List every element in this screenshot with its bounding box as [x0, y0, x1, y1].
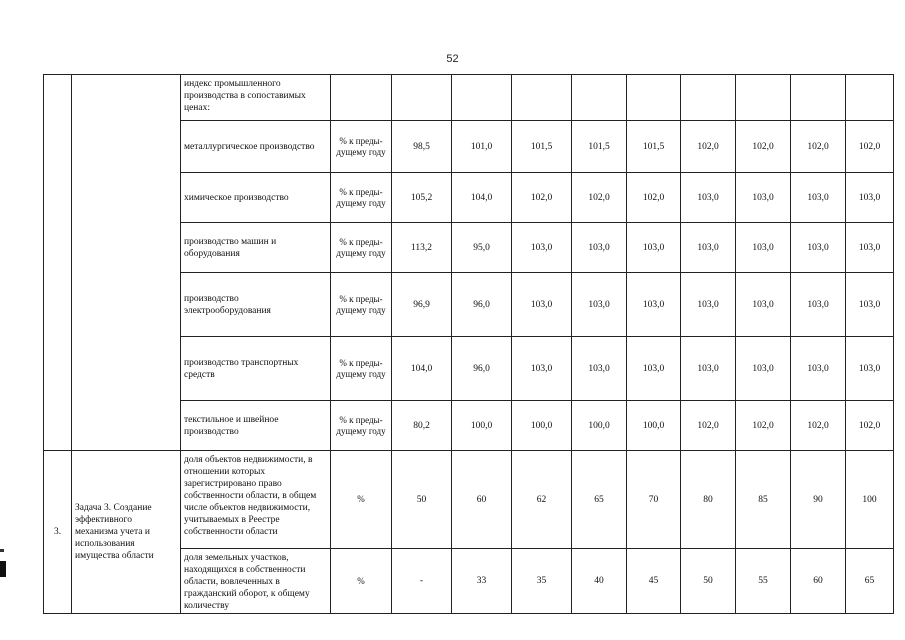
value-cell: 103,0 — [846, 223, 894, 273]
value-cell: 50 — [681, 549, 736, 614]
scan-mark — [0, 561, 6, 577]
value-cell: 45 — [627, 549, 681, 614]
table-row — [44, 451, 894, 549]
row-number-cell: 3. — [44, 451, 72, 614]
value-cell: 104,0 — [452, 173, 512, 223]
value-cell: 103,0 — [736, 337, 791, 401]
value-cell — [791, 75, 846, 121]
value-cell: 103,0 — [572, 337, 627, 401]
value-cell: 103,0 — [681, 273, 736, 337]
value-cell: 103,0 — [791, 337, 846, 401]
value-cell: 102,0 — [681, 121, 736, 173]
value-cell: 103,0 — [736, 173, 791, 223]
value-cell: 80,2 — [392, 401, 452, 451]
value-cell: 100,0 — [627, 401, 681, 451]
value-cell: 103,0 — [791, 273, 846, 337]
value-cell: 96,0 — [452, 337, 512, 401]
value-cell: 105,2 — [392, 173, 452, 223]
indicator-cell: доля земельных участков, находящихся в собственности области, вовлеченных в гражданский оборот, к общему количеству — [181, 549, 331, 614]
value-cell: 100,0 — [572, 401, 627, 451]
row-number-cell — [44, 75, 72, 451]
value-cell: 95,0 — [452, 223, 512, 273]
value-cell: 60 — [452, 451, 512, 549]
value-cell: 98,5 — [392, 121, 452, 173]
value-cell: 80 — [681, 451, 736, 549]
value-cell: 103,0 — [627, 273, 681, 337]
indicator-cell: текстильное и швейное производство — [181, 401, 331, 451]
value-cell: 102,0 — [846, 121, 894, 173]
value-cell: 103,0 — [681, 173, 736, 223]
indicator-cell: производство транспортных средств — [181, 337, 331, 401]
indicator-cell: производство машин и оборудования — [181, 223, 331, 273]
value-cell: 102,0 — [791, 401, 846, 451]
value-cell: 40 — [572, 549, 627, 614]
value-cell: 103,0 — [846, 337, 894, 401]
value-cell — [736, 75, 791, 121]
value-cell: 55 — [736, 549, 791, 614]
value-cell: 101,5 — [512, 121, 572, 173]
value-cell: 102,0 — [736, 121, 791, 173]
value-cell: 70 — [627, 451, 681, 549]
value-cell: 103,0 — [846, 173, 894, 223]
value-cell: 62 — [512, 451, 572, 549]
value-cell: 113,2 — [392, 223, 452, 273]
unit-cell: % — [331, 549, 392, 614]
value-cell: 101,5 — [627, 121, 681, 173]
value-cell: 103,0 — [572, 223, 627, 273]
value-cell: 65 — [572, 451, 627, 549]
value-cell: 104,0 — [392, 337, 452, 401]
unit-cell — [331, 75, 392, 121]
value-cell: 102,0 — [627, 173, 681, 223]
value-cell: 33 — [452, 549, 512, 614]
value-cell — [846, 75, 894, 121]
indicator-cell: химическое производство — [181, 173, 331, 223]
indicator-cell: доля объектов недвижимости, в отношении которых зарегистрировано право собственности области, в общем числе объектов недвижимости, учитываемых в Реестре собственности области — [181, 451, 331, 549]
value-cell: 100,0 — [512, 401, 572, 451]
value-cell: 103,0 — [627, 223, 681, 273]
value-cell: 102,0 — [681, 401, 736, 451]
value-cell: 103,0 — [512, 223, 572, 273]
value-cell: 102,0 — [512, 173, 572, 223]
unit-cell: % к преды-дущему году — [331, 223, 392, 273]
value-cell: 103,0 — [681, 223, 736, 273]
indicator-cell: металлургическое производство — [181, 121, 331, 173]
value-cell: 90 — [791, 451, 846, 549]
unit-cell: % к преды-дущему году — [331, 121, 392, 173]
value-cell: 102,0 — [791, 121, 846, 173]
value-cell: 103,0 — [512, 337, 572, 401]
indicators-table — [43, 74, 894, 614]
value-cell: 101,5 — [572, 121, 627, 173]
value-cell: 85 — [736, 451, 791, 549]
value-cell: 101,0 — [452, 121, 512, 173]
value-cell: 35 — [512, 549, 572, 614]
page-number: 52 — [446, 53, 459, 65]
value-cell: 60 — [791, 549, 846, 614]
value-cell: 102,0 — [572, 173, 627, 223]
unit-cell: % к преды-дущему году — [331, 273, 392, 337]
value-cell — [392, 75, 452, 121]
table-body — [44, 75, 894, 614]
value-cell — [627, 75, 681, 121]
unit-cell: % к преды-дущему году — [331, 401, 392, 451]
unit-cell: % — [331, 451, 392, 549]
value-cell: 100,0 — [452, 401, 512, 451]
value-cell: 50 — [392, 451, 452, 549]
value-cell: 96,0 — [452, 273, 512, 337]
value-cell: 102,0 — [736, 401, 791, 451]
value-cell: 103,0 — [846, 273, 894, 337]
task-cell — [72, 75, 181, 451]
value-cell: 103,0 — [512, 273, 572, 337]
value-cell: 100 — [846, 451, 894, 549]
value-cell: - — [392, 549, 452, 614]
value-cell: 103,0 — [572, 273, 627, 337]
value-cell — [512, 75, 572, 121]
indicator-cell: производство электрооборудования — [181, 273, 331, 337]
value-cell: 96,9 — [392, 273, 452, 337]
value-cell: 103,0 — [791, 223, 846, 273]
value-cell: 103,0 — [736, 223, 791, 273]
value-cell: 103,0 — [791, 173, 846, 223]
scan-mark — [0, 549, 4, 552]
task-cell: Задача 3. Создание эффективного механизма учета и использования имущества области — [72, 451, 181, 614]
value-cell: 103,0 — [681, 337, 736, 401]
value-cell — [572, 75, 627, 121]
value-cell: 65 — [846, 549, 894, 614]
indicator-cell: индекс промышленного производства в сопоставимых ценах: — [181, 75, 331, 121]
value-cell — [452, 75, 512, 121]
value-cell: 103,0 — [736, 273, 791, 337]
value-cell — [681, 75, 736, 121]
table-row — [44, 75, 894, 121]
unit-cell: % к преды-дущему году — [331, 173, 392, 223]
value-cell: 102,0 — [846, 401, 894, 451]
unit-cell: % к преды-дущему году — [331, 337, 392, 401]
value-cell: 103,0 — [627, 337, 681, 401]
